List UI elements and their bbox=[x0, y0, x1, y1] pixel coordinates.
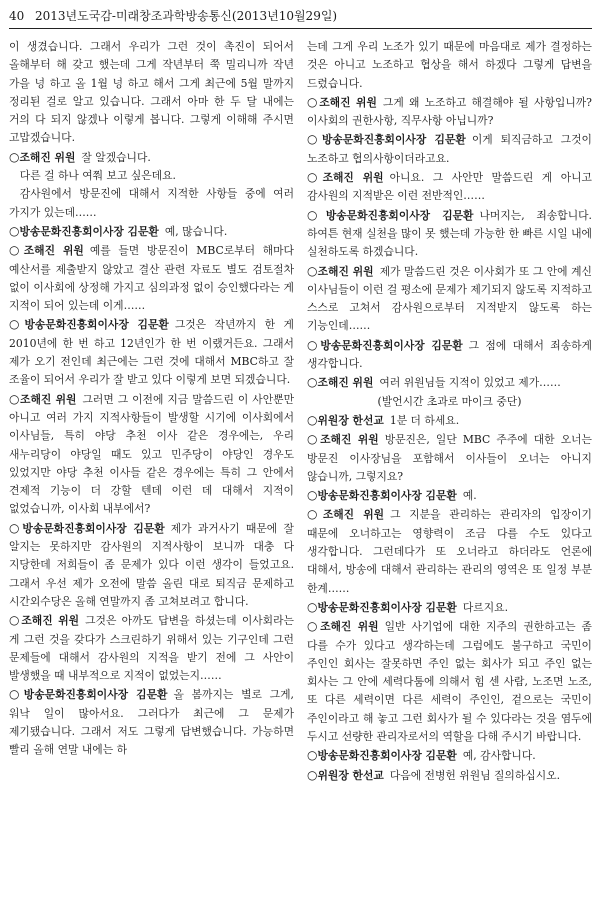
speaker-paragraph bbox=[307, 373, 592, 392]
header-title: 2013년도국감-미래창조과학방송통신(2013년10월29일) bbox=[35, 9, 338, 23]
paragraph-text: 예, 많습니다. bbox=[164, 224, 228, 238]
circle-marker-icon: ○ bbox=[307, 337, 321, 352]
speaker-paragraph bbox=[307, 262, 592, 336]
circle-marker-icon: ○ bbox=[307, 507, 323, 522]
speaker-paragraph bbox=[307, 168, 592, 206]
paragraph-text: 여러 위원님들 지적이 있었고 제가…… bbox=[379, 376, 561, 390]
paragraph-text: 예를 들면 방문진이 MBC로부터 해마다 예산서를 제출받지 않았고 결산 관련 자료도 별도 검토절차 없이 이사회에 상정해 가지고 심의과정 없이 승인했다라는 게 지적이 되어 있는데 이게…… bbox=[9, 244, 294, 313]
speaker-name: 방송문화진흥회이사장 김문환 bbox=[24, 318, 169, 332]
text-paragraph bbox=[307, 38, 592, 93]
circle-marker-icon: ○ bbox=[307, 132, 322, 147]
speaker-paragraph bbox=[307, 617, 592, 746]
speaker-paragraph bbox=[9, 611, 294, 685]
paragraph-text: 그게 왜 노조하고 해결해야 될 사항입니까? 이사회의 권한사항, 직무사항 아닙니까? bbox=[307, 95, 592, 128]
speaker-paragraph bbox=[9, 148, 294, 167]
text-paragraph bbox=[9, 38, 294, 148]
page-header bbox=[9, 6, 592, 29]
paragraph-text: 그 지분을 관리하는 관리자의 입장이기 때문에 오너하고는 영향력이 조금 다를 수도 있다고 생각합니다. 그런데다가 또 오너라고 하더라도 언론에 대해서, 방송에 대해서 관리하는 관리의 영역은 또 일정 부분 한계…… bbox=[307, 508, 592, 595]
speaker-name: 방송문화진흥회이사장 김문환 bbox=[325, 208, 474, 222]
speaker-name: 방송문화진흥회이사장 김문환 bbox=[317, 600, 457, 614]
circle-marker-icon: ○ bbox=[307, 207, 326, 222]
speaker-name: 방송문화진흥회이사장 김문환 bbox=[317, 489, 457, 503]
speaker-name: 방송문화진흥회이사장 김문환 bbox=[317, 749, 457, 763]
circle-marker-icon: ○ bbox=[9, 243, 24, 258]
speaker-name: 조해진 위원 bbox=[19, 150, 76, 164]
paragraph-text: 이 생겼습니다. 그래서 우리가 그런 것이 촉진이 되어서 올해부터 해 갖고 했는데 그게 작년부터 쭉 밀리니까 작년 가을 넝 하고 올 1월 넝 하고 해서 그게 최근에 5월 말까지 정리된 걸로 알고 있습니다. 그래서 아마 한 두 달 내에는 거의 다 되지 않겠나 이렇게 봅니다. 그렇게 이해해 주시면 고맙겠습니다. bbox=[9, 40, 294, 145]
paragraph-text: 그러면 그 이전에 지금 말씀드린 이 사안뿐만 아니고 여러 가지 지적사항들이 발생할 시기에 이사회에서 이사님들, 특히 야당 추천 이사 같은 경우에는, 우리 새누리당이 야당일 때도 있고 민주당이 야당인 경우도 있었지만 야당 추천 이사들 같은 경우에는 특히 그 안에서 견제적 기능이 더 강할 텐데 이런 데 대해서 지적이 없었습니까, 이사회 내부에서? bbox=[9, 392, 294, 516]
speaker-name: 조해진 위원 bbox=[319, 95, 377, 109]
speaker-name: 방송문화진흥회이사장 김문환 bbox=[19, 224, 159, 238]
paragraph-text: (발언시간 초과로 마이크 중단) bbox=[377, 394, 522, 408]
left-column bbox=[9, 38, 294, 760]
speaker-name: 조해진 위원 bbox=[23, 244, 84, 258]
paragraph-text: 예, 감사합니다. bbox=[462, 749, 536, 763]
paragraph-text: 예. bbox=[462, 489, 477, 503]
speaker-paragraph bbox=[9, 519, 294, 611]
speaker-paragraph bbox=[307, 430, 592, 486]
speaker-name: 위원장 한선교 bbox=[317, 768, 384, 782]
speaker-name: 방송문화진흥회이사장 김문환 bbox=[320, 338, 463, 352]
paragraph-text: 제가 과거사기 때문에 잘 알지는 못하지만 감사원의 지적사항이 보니까 대충 다 지당한데 저희들이 좀 문제가 있다 이런 생각이 들었고요. 그래서 우선 제가 오전에 말씀 올린 대로 퇴직금 문제하고 시간외수당은 올해 연말까지 좀 고쳐보려고 합니다. bbox=[9, 521, 294, 608]
speaker-paragraph bbox=[307, 411, 592, 430]
speaker-name: 위원장 한선교 bbox=[317, 413, 384, 427]
paragraph-text: 그것은 아까도 답변을 하셨는데 이사회라는 게 그런 것을 갖다가 스크린하기 위해서 있는 기구인데 그런 문제들에 대해서 감사원의 지적을 받기 전에 그 사안이 발생했을 때 내부적으로 지적이 없었는지…… bbox=[9, 614, 294, 683]
circle-marker-icon: ○ bbox=[307, 599, 318, 614]
speaker-name: 조해진 위원 bbox=[317, 264, 374, 278]
speaker-name: 방송문화진흥회이사장 김문환 bbox=[321, 133, 466, 147]
paragraph-text: 아니요. 그 사안만 말씀드린 게 아니고 감사원의 지적받은 이런 전반적인…… bbox=[307, 171, 592, 203]
speaker-paragraph bbox=[307, 336, 592, 374]
paragraph-text: 일반 사기업에 대한 지주의 권한하고는 좀 다를 수가 있다고 생각하는데 그럼에도 불구하고 국민이 주인인 회사는 잘못하면 주인 없는 회사가 되고 주인 없는 회사는 그 안에 세력다툼에 의해서 힘 센 사람, 노조면 노조, 또 다른 세력이면 다른 세력이 주인인, 겉으로는 국민이 주인이라고 해 놓고 그런 회사가 될 수 있다라는 것을 염두에 두시고 선량한 관리자로서의 역할을 다해 주시기 바랍니다. bbox=[307, 620, 592, 743]
paragraph-text: 나머지는, 죄송합니다. 하여튼 현재 실천을 많이 못 했는데 가능한 한 빠른 시일 내에 실천하도록 하겠습니다. bbox=[307, 208, 592, 259]
speaker-paragraph bbox=[9, 390, 294, 519]
circle-marker-icon: ○ bbox=[9, 317, 25, 332]
speaker-paragraph bbox=[307, 505, 592, 597]
circle-marker-icon: ○ bbox=[307, 767, 318, 782]
circle-marker-icon: ○ bbox=[307, 412, 318, 427]
paragraph-text: 다음에 전병헌 위원님 질의하십시오. bbox=[389, 768, 561, 782]
speaker-paragraph bbox=[307, 746, 592, 765]
speaker-paragraph bbox=[307, 766, 592, 785]
circle-marker-icon: ○ bbox=[9, 613, 22, 628]
circle-marker-icon: ○ bbox=[307, 170, 323, 185]
speaker-name: 조해진 위원 bbox=[320, 433, 379, 447]
speaker-name: 조해진 위원 bbox=[320, 620, 379, 634]
speaker-paragraph bbox=[9, 315, 294, 389]
speaker-paragraph bbox=[307, 486, 592, 505]
speaker-paragraph bbox=[9, 685, 294, 759]
right-column bbox=[307, 38, 592, 785]
paragraph-text: 감사원에서 방문진에 대해서 지적한 사항들 중에 여러 가지가 있는데…… bbox=[9, 187, 294, 219]
paragraph-text: 방문진은, 일단 MBC 주주에 대한 오너는 방문진 이사장님을 포함해서 이사들이 오너는 아니지 않습니까, 그렇지요? bbox=[307, 433, 592, 483]
speaker-name: 방송문화진흥회이사장 김문환 bbox=[23, 688, 168, 702]
speaker-name: 조해진 위원 bbox=[322, 171, 384, 185]
text-paragraph bbox=[9, 167, 294, 185]
circle-marker-icon: ○ bbox=[307, 748, 318, 763]
text-paragraph bbox=[307, 393, 592, 411]
speaker-paragraph bbox=[307, 130, 592, 168]
circle-marker-icon: ○ bbox=[307, 263, 318, 278]
paragraph-text: 1분 더 하세요. bbox=[389, 413, 460, 427]
speaker-name: 방송문화진흥회이사장 김문환 bbox=[22, 521, 165, 535]
circle-marker-icon: ○ bbox=[307, 375, 318, 390]
speaker-paragraph bbox=[9, 222, 294, 241]
paragraph-text: 이게 퇴직금하고 그것이 노조하고 협의사항이더라고요. bbox=[307, 133, 592, 165]
circle-marker-icon: ○ bbox=[307, 432, 321, 447]
paragraph-text: 그 점에 대해서 죄송하게 생각합니다. bbox=[307, 338, 592, 371]
circle-marker-icon: ○ bbox=[307, 488, 318, 503]
circle-marker-icon: ○ bbox=[9, 520, 23, 535]
page-number: 40 bbox=[9, 9, 25, 23]
speaker-paragraph bbox=[307, 598, 592, 617]
circle-marker-icon: ○ bbox=[307, 94, 320, 109]
circle-marker-icon: ○ bbox=[9, 391, 21, 406]
paragraph-text: 는데 그게 우리 노조가 있기 때문에 마음대로 제가 결정하는 것은 아니고 노조하고 협상을 해서 하겠다 그렇게 답변을 드렸습니다. bbox=[307, 40, 592, 90]
speaker-name: 조해진 위원 bbox=[21, 614, 80, 628]
speaker-name: 조해진 위원 bbox=[322, 508, 385, 522]
paragraph-text: 다른 걸 하나 여쭤 보고 싶은데요. bbox=[19, 169, 176, 183]
circle-marker-icon: ○ bbox=[9, 223, 20, 238]
paragraph-text: 올 봄까지는 별로 그게, 워낙 일이 많아서요. 그러다가 최근에 그 문제가 제기됐습니다. 그래서 저도 그렇게 답변했습니다. 가능하면 빨리 올해 연말 내에는 하 bbox=[9, 688, 294, 757]
paragraph-text: 제가 말씀드린 것은 이사회가 또 그 안에 계신 이사님들이 이런 걸 평소에 문제가 제기되지 않도록 지적하고 스스로 고쳐서 감사원으로부터 지적받지 않도록 하는 기능인데…… bbox=[307, 264, 592, 333]
speaker-name: 조해진 위원 bbox=[317, 376, 374, 390]
circle-marker-icon: ○ bbox=[9, 687, 24, 702]
paragraph-text: 잘 알겠습니다. bbox=[81, 150, 151, 164]
paragraph-text: 다르지요. bbox=[462, 600, 508, 614]
speaker-paragraph bbox=[307, 206, 592, 262]
speaker-paragraph bbox=[307, 93, 592, 131]
speaker-name: 조해진 위원 bbox=[20, 392, 77, 406]
text-paragraph bbox=[9, 185, 294, 222]
paragraph-text: 그것은 작년까지 한 게 2010년에 한 번 하고 12년인가 한 번 이랬거든요. 그래서 제가 오기 전인데 최근에는 그런 것에 대해서 MBC하고 잘 조율이 되어서 우리가 잘 받고 있다 이렇게 보면 되겠습니다. bbox=[9, 318, 294, 387]
circle-marker-icon: ○ bbox=[307, 619, 321, 634]
speaker-paragraph bbox=[9, 241, 294, 315]
circle-marker-icon: ○ bbox=[9, 149, 20, 164]
